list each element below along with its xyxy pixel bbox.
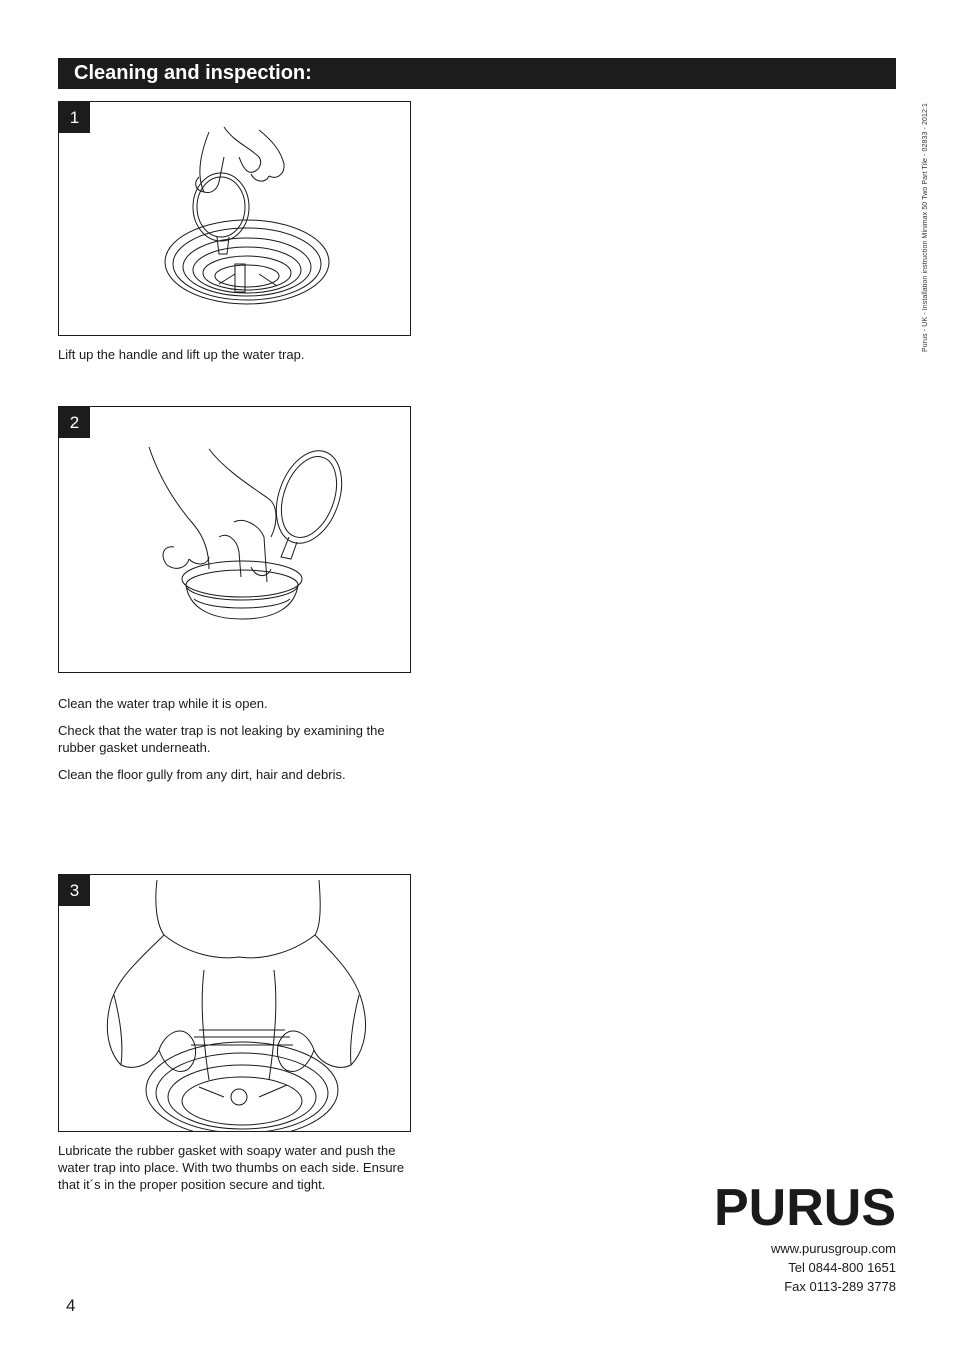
step-2-caption-clean: Clean the water trap while it is open. bbox=[58, 696, 268, 711]
contact-fax: Fax 0113-289 3778 bbox=[784, 1279, 896, 1294]
step-2-illustration-box bbox=[58, 406, 411, 673]
page-number: 4 bbox=[66, 1296, 76, 1315]
contact-website: www.purusgroup.com bbox=[771, 1241, 896, 1256]
purus-logo bbox=[713, 1183, 897, 1231]
section-title: Cleaning and inspection: bbox=[74, 62, 312, 84]
step-2-caption-clean-gully: Clean the floor gully from any dirt, hair and debris. bbox=[58, 767, 346, 782]
section-header bbox=[58, 58, 896, 89]
water-trap-insert-illustration bbox=[59, 875, 410, 1131]
step-3-caption: Lubricate the rubber gasket with soapy water and push the water trap into place. With two thumbs on each side. Ensure that it´s in the proper position secure and tight. bbox=[58, 1143, 405, 1192]
step-2-caption-check-leak: Check that the water trap is not leaking by examining the rubber gasket underneath. bbox=[58, 723, 385, 755]
step-number-badge: 1 bbox=[59, 102, 90, 133]
step-3-illustration-box bbox=[58, 874, 411, 1132]
document-reference: Purus - UK - Installation instruction Minimax 50 Two Part Tile - 02833 - 2012:1 bbox=[922, 103, 929, 352]
water-trap-cleaning-illustration bbox=[59, 407, 410, 672]
step-number-badge: 2 bbox=[59, 407, 90, 438]
step-1-illustration-box bbox=[58, 101, 411, 336]
purus-logo-text: PURUS bbox=[714, 1183, 896, 1231]
step-number-badge: 3 bbox=[59, 875, 90, 906]
contact-tel: Tel 0844-800 1651 bbox=[788, 1260, 896, 1275]
water-trap-lift-illustration bbox=[59, 102, 410, 335]
step-1-caption: Lift up the handle and lift up the water trap. bbox=[58, 347, 305, 362]
